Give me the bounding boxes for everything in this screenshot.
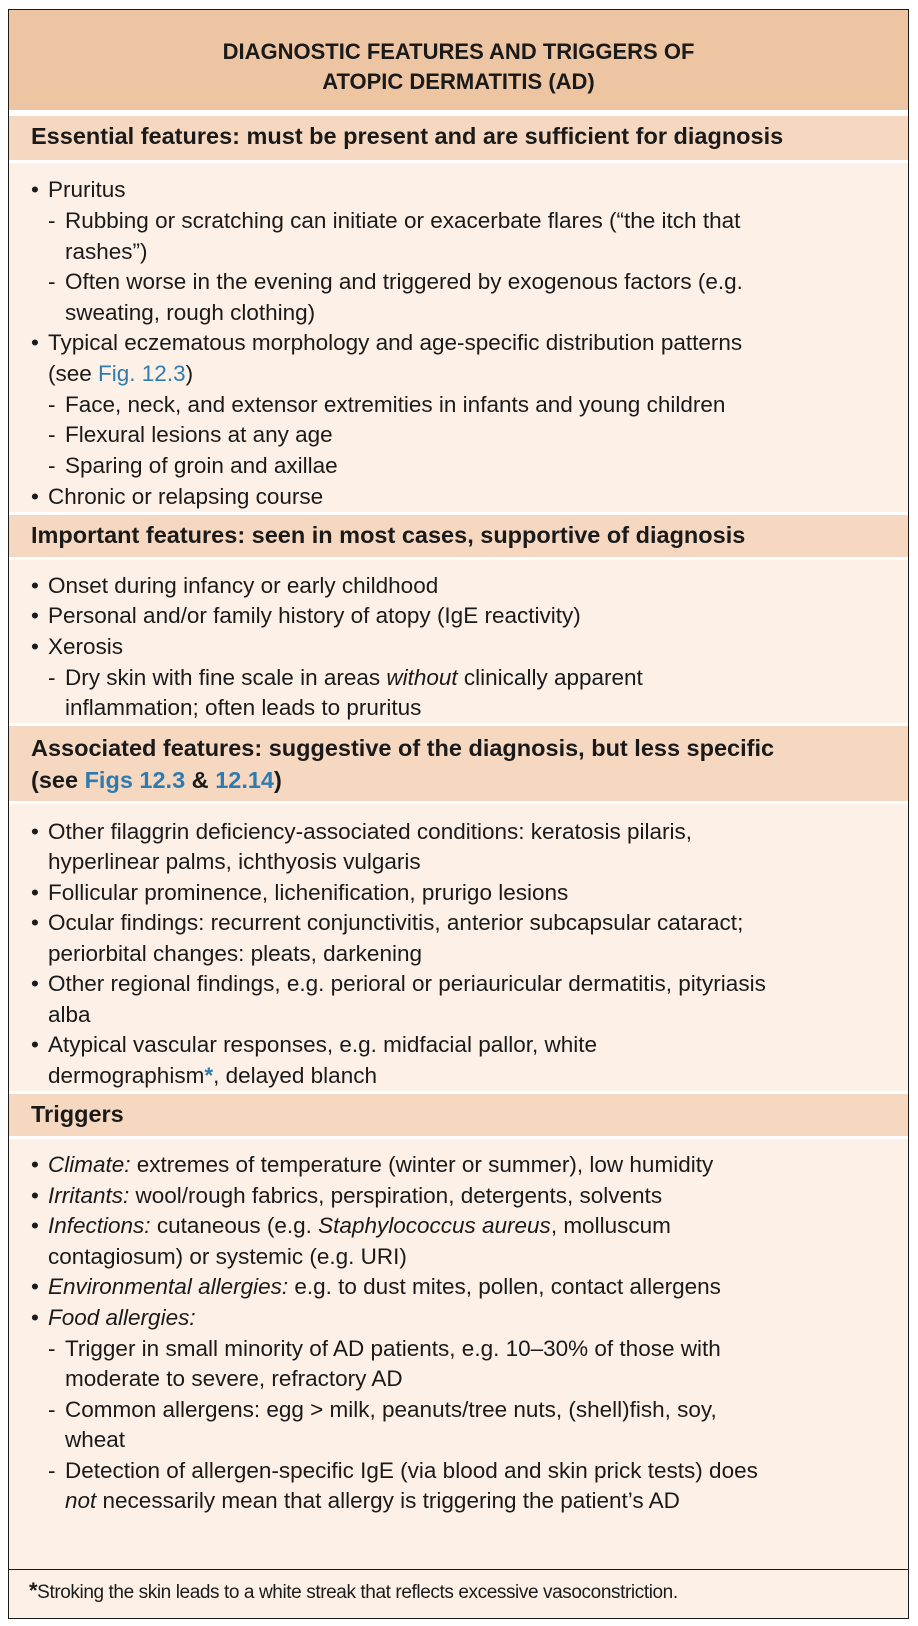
associated-header: Associated features: suggestive of the diagnosis, but less specific (see Figs 12.3 & 12.14) <box>31 735 775 793</box>
list-item: • Personal and/or family history of atopy (IgE reactivity) <box>31 600 581 631</box>
essential-header: Essential features: must be present and are sufficient for diagnosis <box>31 123 784 149</box>
dash-marker: - <box>48 422 56 447</box>
list-subitem-continuation: not necessarily mean that allergy is triggering the patient’s AD <box>65 1488 680 1513</box>
list-item-continuation: alba <box>48 1002 91 1027</box>
bullet-marker: • <box>31 330 39 355</box>
bullet-marker: • <box>31 1274 39 1299</box>
list-subitem: - Rubbing or scratching can initiate or exacerbate flares (“the itch that <box>31 205 740 236</box>
triggers-header: Triggers <box>31 1101 124 1127</box>
list-item: • Follicular prominence, lichenification, prurigo lesions <box>31 877 568 908</box>
dash-marker: - <box>48 1336 56 1361</box>
list-item: • Ocular findings: recurrent conjunctivitis, anterior subcapsular cataract; <box>31 907 743 938</box>
figure-link[interactable]: Fig. 12.3 <box>98 361 186 386</box>
dash-marker: - <box>48 665 56 690</box>
list-item: • Typical eczematous morphology and age-specific distribution patterns <box>31 327 742 358</box>
list-subitem: - Dry skin with fine scale in areas without clinically apparent <box>31 662 643 693</box>
dash-marker: - <box>48 1458 56 1483</box>
bullet-marker: • <box>31 819 39 844</box>
list-item: • Environmental allergies: e.g. to dust mites, pollen, contact allergens <box>31 1271 721 1302</box>
footnote: *Stroking the skin leads to a white streak that reflects excessive vasoconstriction. <box>29 1578 678 1603</box>
footnote-star-link[interactable]: * <box>204 1063 214 1088</box>
table-title <box>9 37 908 97</box>
list-subitem-continuation: rashes”) <box>65 239 148 264</box>
bullet-marker: • <box>31 1305 39 1330</box>
important-header: Important features: seen in most cases, supportive of diagnosis <box>31 522 746 548</box>
list-subitem: - Often worse in the evening and triggered by exogenous factors (e.g. <box>31 266 743 297</box>
list-item: • Climate: extremes of temperature (winter or summer), low humidity <box>31 1149 713 1180</box>
bullet-marker: • <box>31 603 39 628</box>
list-item: • Irritants: wool/rough fabrics, perspiration, detergents, solvents <box>31 1180 662 1211</box>
bullet-marker: • <box>31 910 39 935</box>
list-item: • Xerosis <box>31 631 123 662</box>
footnote-star: * <box>29 1578 38 1603</box>
list-subitem: - Face, neck, and extensor extremities in infants and young children <box>31 389 725 420</box>
list-item: • Onset during infancy or early childhood <box>31 570 438 601</box>
bullet-marker: • <box>31 1213 39 1238</box>
bullet-marker: • <box>31 484 39 509</box>
list-item: • Atypical vascular responses, e.g. midfacial pallor, white <box>31 1029 597 1060</box>
list-item-continuation: (see Fig. 12.3) <box>48 361 194 386</box>
footnote-divider <box>9 1569 908 1570</box>
list-item: • Infections: cutaneous (e.g. Staphylococcus aureus, molluscum <box>31 1210 671 1241</box>
list-item-continuation: contagiosum) or systemic (e.g. URI) <box>48 1244 407 1269</box>
title-line-1: DIAGNOSTIC FEATURES AND TRIGGERS OF <box>222 39 695 64</box>
dash-marker: - <box>48 392 56 417</box>
bullet-marker: • <box>31 971 39 996</box>
features-table <box>8 9 909 1619</box>
figure-link[interactable]: 12.14 <box>215 767 274 793</box>
list-subitem-continuation: moderate to severe, refractory AD <box>65 1366 403 1391</box>
dash-marker: - <box>48 208 56 233</box>
list-item: • Food allergies: <box>31 1302 196 1333</box>
list-subitem: - Common allergens: egg > milk, peanuts/tree nuts, (shell)fish, soy, <box>31 1394 717 1425</box>
list-item-continuation: periorbital changes: pleats, darkening <box>48 941 422 966</box>
list-subitem-continuation: inflammation; often leads to pruritus <box>65 695 422 720</box>
bullet-marker: • <box>31 177 39 202</box>
list-subitem: - Detection of allergen-specific IgE (via blood and skin prick tests) does <box>31 1455 758 1486</box>
list-item-continuation: dermographism*, delayed blanch <box>48 1063 377 1088</box>
list-item-continuation: hyperlinear palms, ichthyosis vulgaris <box>48 849 421 874</box>
title-line-2: ATOPIC DERMATITIS (AD) <box>322 69 595 94</box>
bullet-marker: • <box>31 634 39 659</box>
bullet-marker: • <box>31 573 39 598</box>
bullet-marker: • <box>31 1152 39 1177</box>
list-item: • Pruritus <box>31 174 126 205</box>
dash-marker: - <box>48 269 56 294</box>
dash-marker: - <box>48 453 56 478</box>
bullet-marker: • <box>31 1032 39 1057</box>
bullet-marker: • <box>31 1183 39 1208</box>
bullet-marker: • <box>31 880 39 905</box>
list-subitem-continuation: sweating, rough clothing) <box>65 300 316 325</box>
list-item: • Chronic or relapsing course <box>31 481 323 512</box>
dash-marker: - <box>48 1397 56 1422</box>
list-subitem-continuation: wheat <box>65 1427 126 1452</box>
list-subitem: - Trigger in small minority of AD patients, e.g. 10–30% of those with <box>31 1333 721 1364</box>
list-item: • Other filaggrin deficiency-associated conditions: keratosis pilaris, <box>31 816 692 847</box>
figure-link[interactable]: Figs 12.3 <box>84 767 186 793</box>
list-subitem: - Flexural lesions at any age <box>31 419 333 450</box>
list-item: • Other regional findings, e.g. perioral or periauricular dermatitis, pityriasis <box>31 968 766 999</box>
list-subitem: - Sparing of groin and axillae <box>31 450 338 481</box>
